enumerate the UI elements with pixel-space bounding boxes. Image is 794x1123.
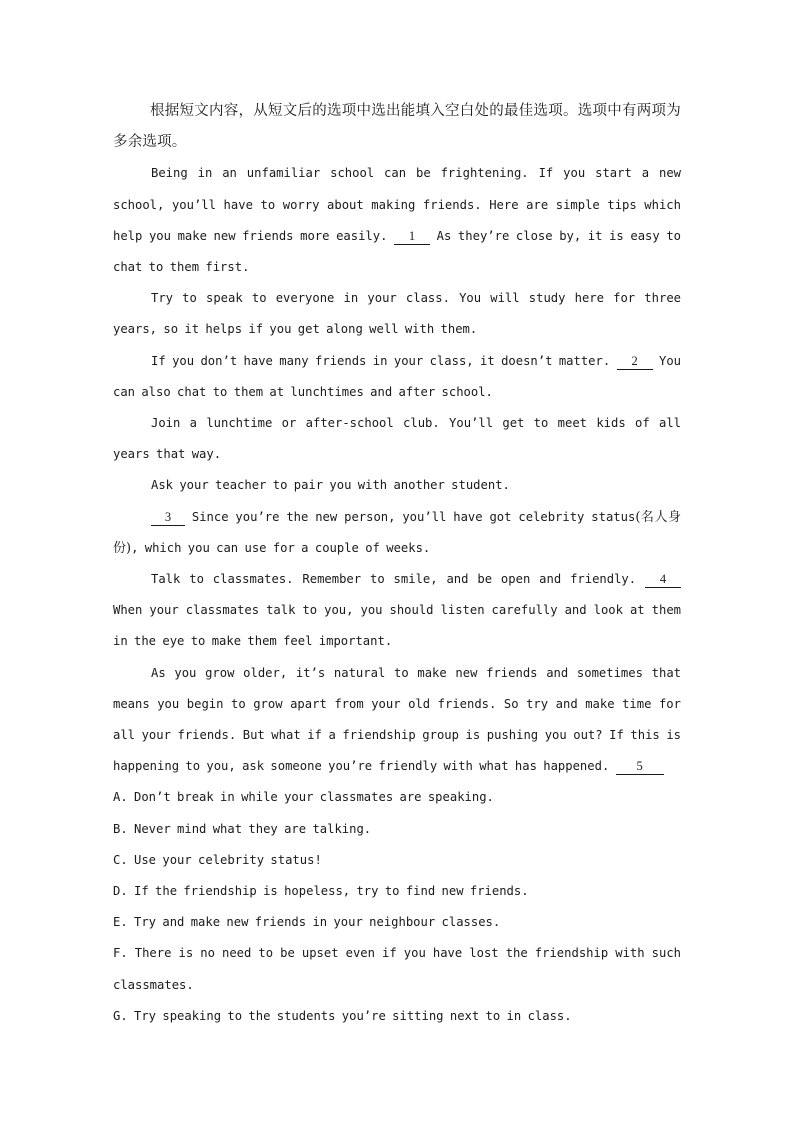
blank-3: 3 xyxy=(151,510,185,526)
option-e: E. Try and make new friends in your neighbour classes. xyxy=(113,915,501,930)
option-d: D. If the friendship is hopeless, try to find new friends. xyxy=(113,884,529,899)
passage-paragraph-7 xyxy=(113,564,681,658)
blank-5: 5 xyxy=(616,759,664,775)
option-g: G. Try speaking to the students you’re sitting next to in class. xyxy=(113,1008,572,1023)
paragraph-6-chinese-note: (名人身份) xyxy=(113,509,681,556)
paragraph-7-text-b: When your classmates talk to you, you should listen carefully and look at them in the eye to make them feel important. xyxy=(113,603,681,649)
passage-paragraph-4: Join a lunchtime or after-school club. You’ll get to meet kids of all years that way. xyxy=(113,416,681,462)
passage-paragraph-1 xyxy=(113,158,681,283)
paragraph-6-text-b: Since you’re the new person, you’ll have got celebrity status xyxy=(185,509,636,524)
paragraph-6-text-c: , which you can use for a couple of weeks. xyxy=(131,540,431,555)
passage-paragraph-3 xyxy=(113,346,681,408)
passage-paragraph-8 xyxy=(113,658,681,783)
paragraph-1-text-a: Being in an unfamiliar school can be frightening. If you start a new school, you’ll have to worry about making friends. Here are simple tips which help you make new friends more easily. xyxy=(113,166,681,243)
passage-paragraph-5: Ask your teacher to pair you with another student. xyxy=(151,478,510,493)
blank-4: 4 xyxy=(645,572,681,588)
option-b: B. Never mind what they are talking. xyxy=(113,821,372,836)
paragraph-3-text-b: You can also chat to them at lunchtimes and after school. xyxy=(113,353,681,399)
paragraph-7-text-a: Talk to classmates. Remember to smile, and be open and friendly. xyxy=(151,572,645,587)
paragraph-3-text-a: If you don’t have many friends in your class, it doesn’t matter. xyxy=(151,353,617,368)
option-c: C. Use your celebrity status! xyxy=(113,852,322,867)
instruction-text: 根据短文内容，从短文后的选项中选出能填入空白处的最佳选项。选项中有两项为多余选项。 xyxy=(113,103,681,151)
option-a: A. Don’t break in while your classmates are speaking. xyxy=(113,790,494,805)
document-page xyxy=(113,96,681,1032)
blank-2: 2 xyxy=(617,354,653,370)
paragraph-8-text-a: As you grow older, it’s natural to make new friends and sometimes that means you begin to grow apart from your old friends. So try and make time for all your friends. But what if a friendship group is pushing you out? If this is happening to you, ask someone you’re friendly with what has happened. xyxy=(113,665,681,774)
option-f: F. There is no need to be upset even if you have lost the friendship with such classmates. xyxy=(113,946,681,992)
passage-paragraph-6 xyxy=(113,502,681,564)
blank-1: 1 xyxy=(394,229,430,245)
paragraph-1-text-b: As they’re close by, it is easy to chat to them first. xyxy=(113,228,682,275)
passage-paragraph-2: Try to speak to everyone in your class. You will study here for three years, so it helps if you get along well with them. xyxy=(113,291,681,337)
